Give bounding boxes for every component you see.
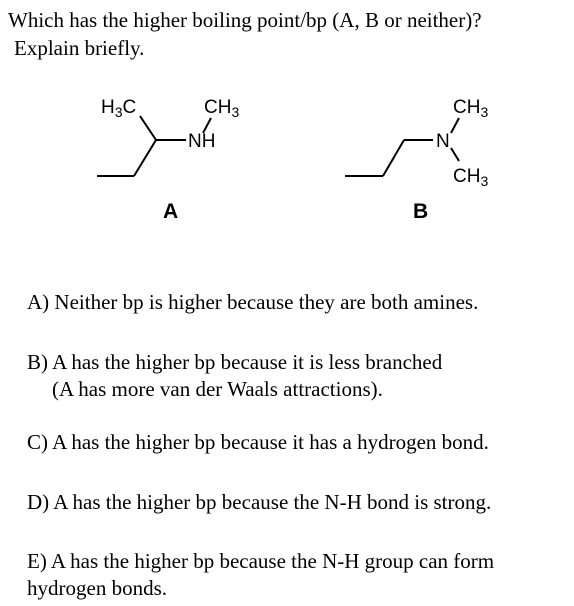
- bond-a-2: [134, 140, 156, 176]
- question-line-1: Which has the higher boiling point/bp (A, B or neither)?: [8, 8, 482, 32]
- option-e-continuation: hydrogen bonds.: [27, 576, 167, 600]
- b-ch3-top-label: $CH_3$: [453, 97, 489, 120]
- structures-diagram: [0, 0, 574, 240]
- label-b: B: [413, 200, 429, 223]
- option-c[interactable]: C) A has the higher bp because it has a hydrogen bond.: [27, 430, 489, 454]
- bond-a-3: [140, 116, 156, 140]
- option-d[interactable]: D) A has the higher bp because the N-H bond is strong.: [27, 490, 492, 514]
- bond-b-5: [451, 148, 459, 161]
- option-e[interactable]: E) A has the higher bp because the N-H group can form: [27, 549, 495, 573]
- option-b[interactable]: B) A has the higher bp because it is less branched: [27, 350, 443, 374]
- bond-b-2: [383, 140, 404, 176]
- b-n-label: N: [436, 131, 450, 152]
- label-a: A: [163, 200, 179, 223]
- question-line-2: Explain briefly.: [14, 36, 145, 60]
- a-ch3-label: $CH_3$: [204, 97, 240, 120]
- b-ch3-bottom-label: $CH_3$: [453, 166, 489, 189]
- option-a[interactable]: A) Neither bp is higher because they are both amines.: [27, 290, 479, 314]
- option-b-continuation: (A has more van der Waals attractions).: [52, 377, 383, 401]
- a-h3c-label: $H_3C$: [101, 97, 137, 120]
- bond-b-4: [451, 118, 459, 133]
- a-nh-label: NH: [188, 131, 216, 152]
